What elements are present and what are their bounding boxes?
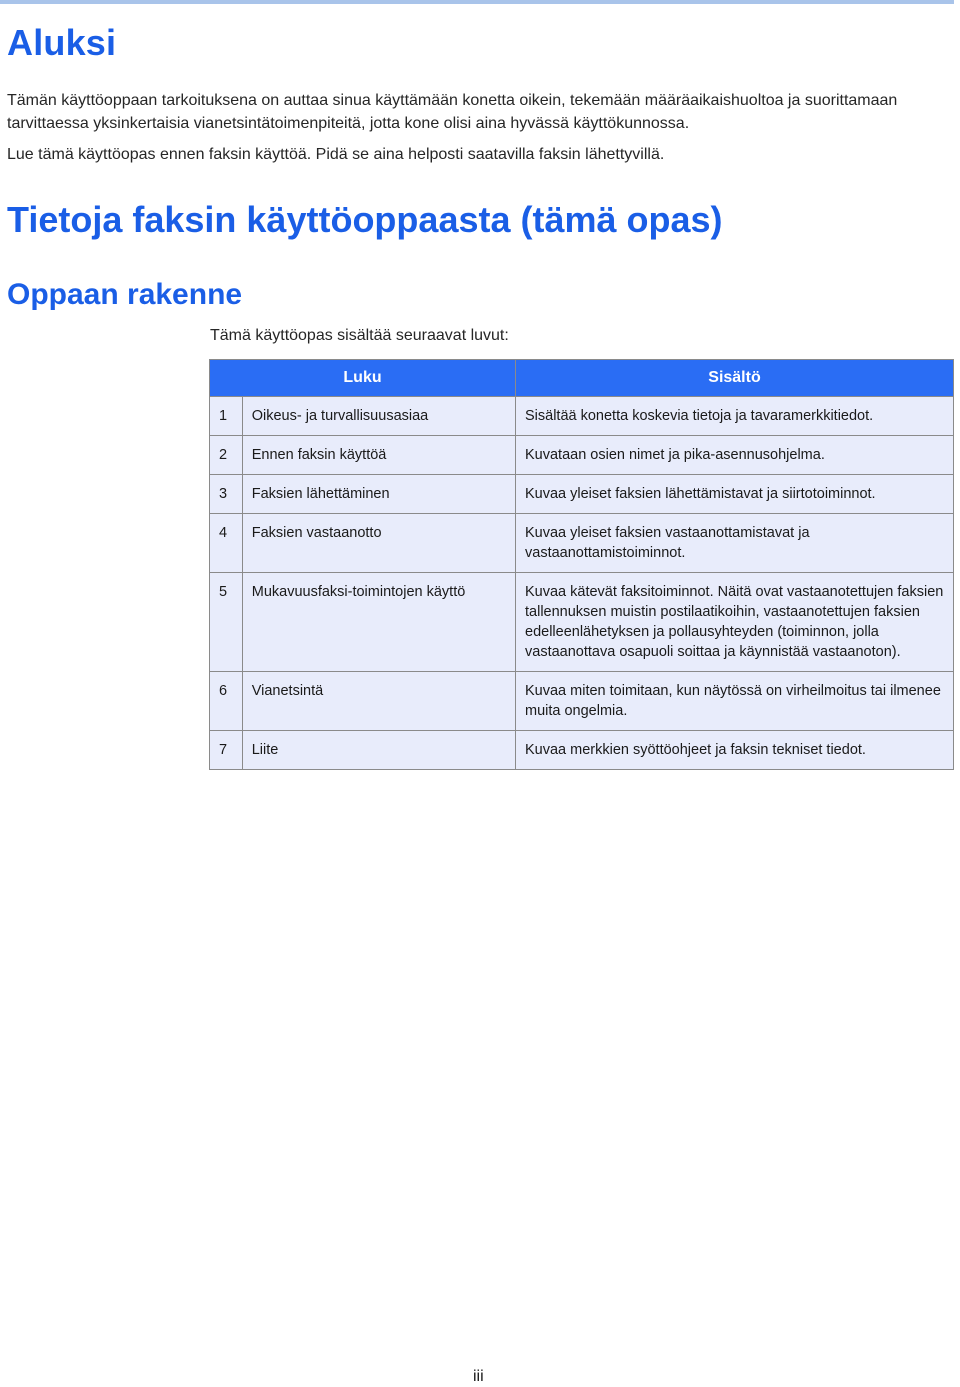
chapter-number: 2 (210, 436, 243, 475)
header-chapter: Luku (210, 360, 516, 397)
chapter-title: Mukavuusfaksi-toimintojen käyttö (242, 573, 515, 672)
table-row (210, 731, 954, 770)
chapter-number: 7 (210, 731, 243, 770)
table-intro: Tämä käyttöopas sisältää seuraavat luvut: (210, 327, 509, 344)
chapter-number: 6 (210, 672, 243, 731)
chapter-description: Sisältää konetta koskevia tietoja ja tavaramerkkitiedot. (516, 397, 954, 436)
intro-paragraph-2: Lue tämä käyttöopas ennen faksin käyttöä. Pidä se aina helposti saatavilla faksin lähettyvillä. (7, 146, 665, 163)
header-contents: Sisältö (516, 360, 954, 397)
chapter-title: Ennen faksin käyttöä (242, 436, 515, 475)
table-row (210, 672, 954, 731)
chapter-number: 3 (210, 475, 243, 514)
chapter-title: Faksien vastaanotto (242, 514, 515, 573)
section-heading: Tietoja faksin käyttöoppaasta (tämä opas) (7, 199, 723, 240)
table-row (210, 514, 954, 573)
table-header-row (210, 360, 954, 397)
chapter-number: 1 (210, 397, 243, 436)
chapter-description: Kuvaa yleiset faksien lähettämistavat ja siirtotoiminnot. (516, 475, 954, 514)
page-title: Aluksi (7, 22, 117, 63)
page-number: iii (473, 1368, 484, 1385)
chapter-number: 5 (210, 573, 243, 672)
intro-paragraph-1: Tämän käyttöoppaan tarkoituksena on auttaa sinua käyttämään konetta oikein, tekemään määräaikaishuoltoa ja suorittamaan tarvittaessa yksinkertaisia vianetsintätoimenpiteitä, jotta kone olisi aina hyvässä käyttökunnossa. (7, 92, 898, 132)
chapter-title: Oikeus- ja turvallisuusasiaa (242, 397, 515, 436)
chapter-description: Kuvataan osien nimet ja pika-asennusohjelma. (516, 436, 954, 475)
chapter-description: Kuvaa yleiset faksien vastaanottamistavat ja vastaanottamistoiminnot. (516, 514, 954, 573)
chapter-description: Kuvaa kätevät faksitoiminnot. Näitä ovat vastaanotettujen faksien tallennuksen muistin postilaatikoihin, vastaanotettujen faksien edelleenlähetyksen ja pollausyhteyden (toiminnon, jolla vastaanottava osapuoli soittaa ja käynnistää vastaanoton). (516, 573, 954, 672)
chapter-number: 4 (210, 514, 243, 573)
subsection-heading: Oppaan rakenne (7, 278, 243, 311)
table-row (210, 436, 954, 475)
table-row (210, 475, 954, 514)
chapter-description: Kuvaa merkkien syöttöohjeet ja faksin tekniset tiedot. (516, 731, 954, 770)
top-rule (0, 0, 954, 4)
chapter-title: Liite (242, 731, 515, 770)
chapters-table (209, 359, 954, 770)
chapter-title: Faksien lähettäminen (242, 475, 515, 514)
table-row (210, 397, 954, 436)
chapter-description: Kuvaa miten toimitaan, kun näytössä on virheilmoitus tai ilmenee muita ongelmia. (516, 672, 954, 731)
chapter-title: Vianetsintä (242, 672, 515, 731)
table-row (210, 573, 954, 672)
